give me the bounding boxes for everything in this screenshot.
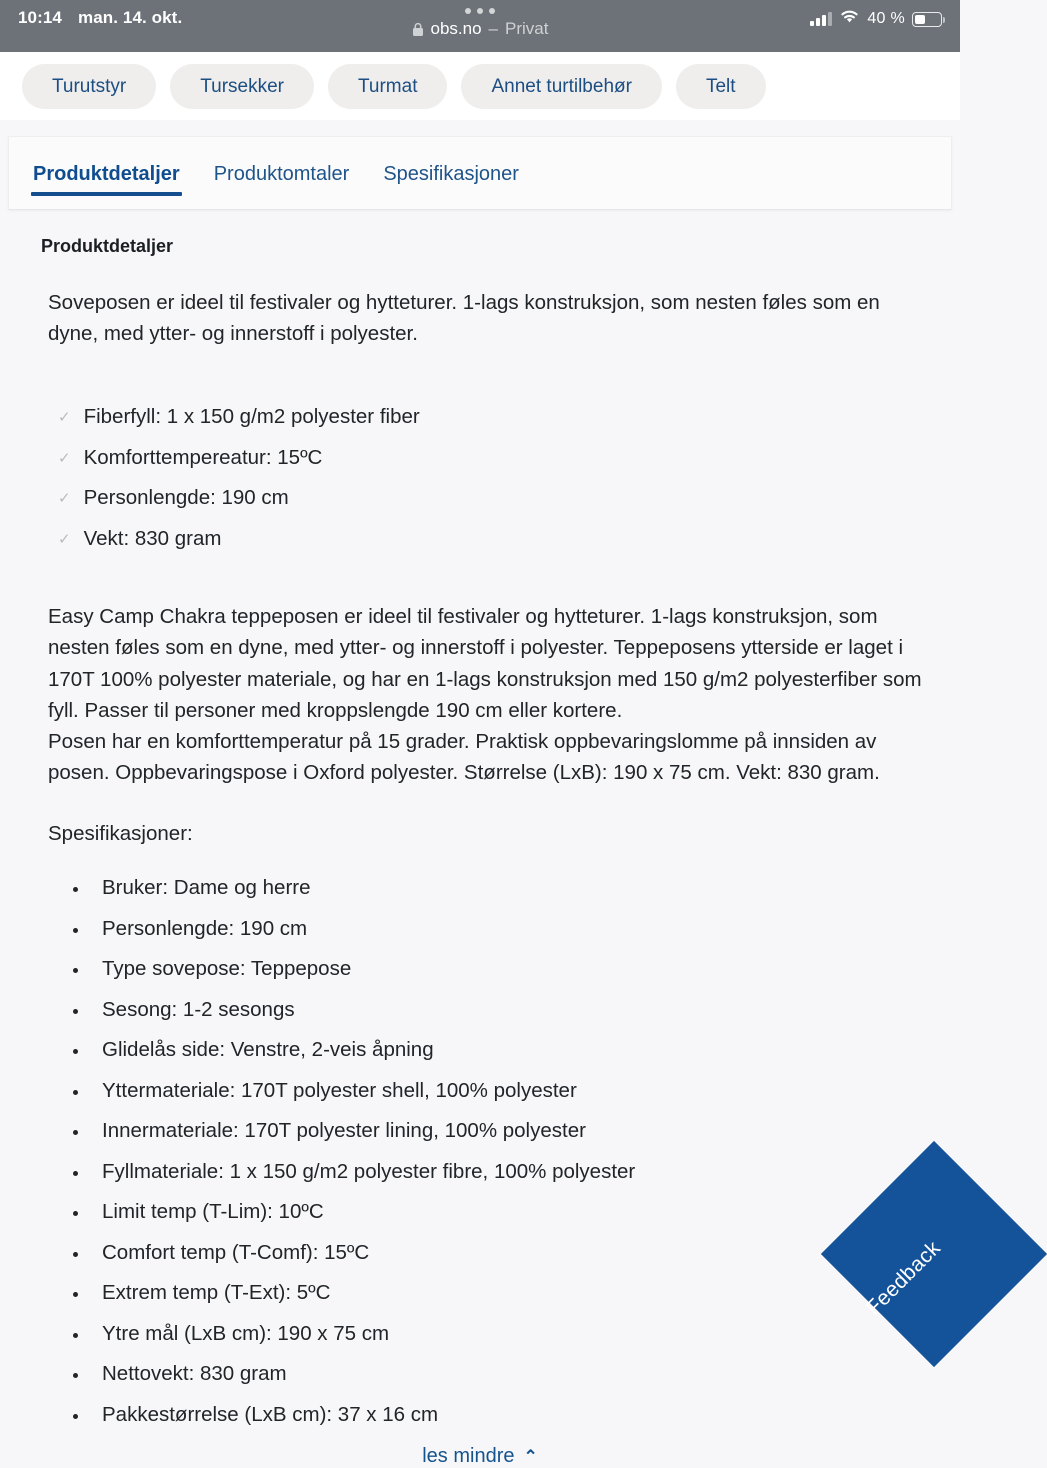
wifi-icon [839,9,860,29]
product-details-panel [0,210,960,1468]
status-bar-left [18,6,182,28]
clock-time: 10:14 [18,8,62,27]
check-icon: ✓ [58,530,71,548]
list-item-label: Vekt: 830 gram [83,526,222,550]
list-item: • Sesong: 1-2 sesongs [90,1000,922,1021]
list-item: • Extrem temp (T-Ext): 5ºC [90,1283,922,1304]
description-paragraph-2: Posen har en komforttemperatur på 15 grader. Praktisk oppbevaringslomme på innsiden av posen. Oppbevaringspose i Oxford polyester. Størrelse (LxB): 190 x 75 cm. Vekt: 830 gram. [48,729,880,785]
list-item: • Personlengde: 190 cm [90,919,922,940]
tab-spesifikasjoner[interactable]: Spesifikasjoner [383,162,519,185]
address-separator: – [488,19,499,38]
chip-turmat[interactable]: Turmat [328,64,447,109]
list-item: • Innermateriale: 170T polyester lining, 100% polyester [90,1121,922,1142]
check-icon: ✓ [58,449,71,467]
feedback-tab[interactable] [852,1172,960,1320]
list-item [58,407,922,428]
page-title: Produktdetaljer [41,236,174,256]
list-item [58,526,922,550]
collapse-label: les mindre [422,1445,515,1468]
battery-percent-label: 40 % [867,10,905,27]
check-icon: ✓ [58,490,71,508]
cellular-signal-icon [810,12,832,26]
product-tab-bar[interactable] [8,136,952,210]
collapse-toggle[interactable] [38,1445,922,1468]
private-mode-label: Privat [505,19,549,38]
list-item [58,488,922,509]
description-paragraph-1: Easy Camp Chakra teppeposen er ideel til festivaler og hytteturer. 1-lags konstruksjon, som nesten føles som en dyne, med ytter- og innerstoff i polyester. Teppeposens ytterside er laget i 170T 100% polyester materiale, og har en 1-lags konstruksjon med 150 g/m2 polyesterfiber som fyll. Passer til personer med kroppslengde 190 cm eller kortere. [48,605,922,722]
list-item: • Limit temp (T-Lim): 10ºC [90,1202,922,1223]
list-item-label: Fiberfyll: 1 x 150 g/m2 polyester fiber [83,405,420,429]
chevron-up-icon: ⌃ [523,1446,538,1466]
specs-label: Spesifikasjoner: [48,822,193,846]
chip-annet-turtilbehor[interactable]: Annet turtilbehør [461,64,661,109]
list-item: • Fyllmateriale: 1 x 150 g/m2 polyester fibre, 100% polyester [90,1162,922,1183]
intro-paragraph: Soveposen er ideel til festivaler og hytteturer. 1-lags konstruksjon, som nesten føles som en dyne, med ytter- og innerstoff i polyester. [48,291,880,346]
list-item: • Bruker: Dame og herre [90,878,922,899]
list-item-label: Personlengde: 190 cm [83,486,289,510]
chip-turutstyr[interactable]: Turutstyr [22,64,156,109]
ios-status-bar [0,0,960,52]
feedback-label: Feedback [861,1236,946,1320]
status-bar-right [810,6,942,29]
check-icon: ✓ [58,409,71,427]
chip-tursekker[interactable]: Tursekker [170,64,314,109]
highlight-checklist [58,407,922,549]
list-item: • Pakkestørrelse (LxB cm): 37 x 16 cm [90,1405,922,1426]
lock-icon [412,22,424,37]
list-item: • Yttermateriale: 170T polyester shell, 100% polyester [90,1081,922,1102]
specifications-list [90,878,922,1425]
list-item [58,445,922,469]
address-bar[interactable] [412,19,549,39]
address-domain: obs.no [430,19,482,38]
tab-produktdetaljer[interactable]: Produktdetaljer [31,153,182,194]
tab-overview-dots-icon[interactable] [465,8,495,14]
list-item: • Ytre mål (LxB cm): 190 x 75 cm [90,1324,922,1345]
clock-date: man. 14. okt. [77,8,183,27]
list-item: • Type sovepose: Teppepose [90,959,922,980]
list-item-label: Komforttempereatur: 15ºC [83,445,323,469]
chip-telt[interactable]: Telt [676,64,766,109]
list-item: • Nettovekt: 830 gram [90,1364,922,1385]
tab-produktomtaler[interactable]: Produktomtaler [213,162,350,185]
list-item: • Comfort temp (T-Comf): 15ºC [90,1243,922,1264]
category-chip-row[interactable] [0,52,960,120]
battery-icon [912,12,942,27]
list-item: • Glidelås side: Venstre, 2-veis åpning [90,1040,922,1061]
